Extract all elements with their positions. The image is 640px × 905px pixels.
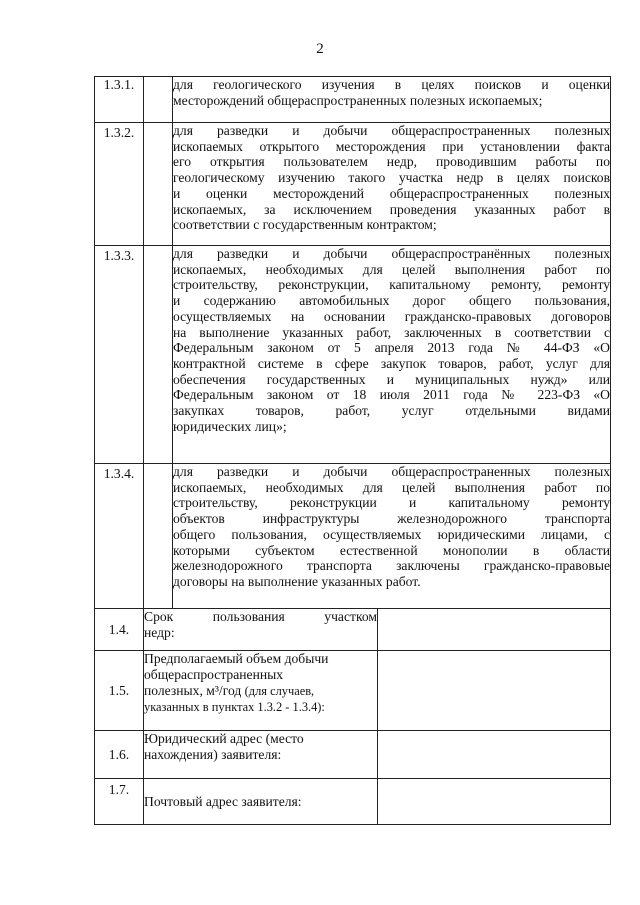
page-number: 2 (316, 41, 324, 57)
field-number: 1.7. (95, 779, 144, 825)
item-text-line: геологическому изучению такого участка недр в целях поисков (173, 170, 611, 186)
application-form-table (94, 76, 611, 825)
field-note-line: указанных в пунктах 1.3.2 - 1.3.4): (144, 700, 325, 714)
item-text-line: его открытия пользователем недр, проводившим работы по (173, 154, 611, 170)
field-row-1-4 (95, 609, 611, 651)
item-checkbox[interactable] (144, 246, 173, 464)
item-text-line: обеспечения государственных и муниципальных нужд» или (173, 371, 611, 387)
item-text-line: месторождений общераспространенных полезных ископаемых; (173, 92, 543, 108)
item-text-line: строительству, реконструкции, капитальному ремонту, ремонту (173, 277, 611, 293)
item-number: 1.3.3. (95, 246, 144, 464)
item-row-1-3-1 (95, 77, 611, 123)
item-text-line: ископаемых, за исключением проведения указанных работ в (173, 201, 611, 217)
item-text-line: ископаемых, необходимых для целей выполнения работ по (173, 261, 611, 277)
item-text-line: закупках товаров, работ, услуг отдельными видами (173, 403, 611, 419)
item-number: 1.3.2. (95, 123, 144, 246)
item-checkbox[interactable] (144, 77, 173, 123)
item-checkbox[interactable] (144, 464, 173, 609)
field-label (144, 779, 378, 825)
item-text-line: для разведки и добычи общераспространенных полезных (173, 123, 611, 138)
field-label-line: нахождения) заявителя: (144, 747, 282, 762)
field-label (144, 731, 378, 779)
item-row-1-3-2 (95, 123, 611, 246)
item-text-line: железнодорожного транспорта заключены гражданско-правовые (173, 558, 611, 574)
item-text-line: Федеральным законом от 18 июля 2011 года № 223-ФЗ «О (173, 387, 611, 403)
item-row-1-3-4 (95, 464, 611, 609)
field-row-1-5 (95, 651, 611, 731)
item-checkbox[interactable] (144, 123, 173, 246)
field-label-line: Предполагаемый объем добычи (144, 651, 329, 666)
field-value-input[interactable] (378, 651, 611, 731)
item-text (173, 123, 611, 246)
item-text-line: и оценки месторождений общераспространенных полезных (173, 185, 611, 201)
item-text-line: объектов инфраструктуры железнодорожного транспорта (173, 511, 611, 527)
field-label-line: Юридический адрес (место (144, 731, 304, 746)
item-text-line: для разведки и добычи общераспространённых полезных (173, 246, 611, 261)
item-text-line: на выполнение указанных работ, заключенных в соответствии с (173, 324, 611, 340)
item-text-line: строительству, реконструкции и капитальному ремонту (173, 495, 611, 511)
field-value-input[interactable] (378, 779, 611, 825)
item-text-line: ископаемых открытого месторождения при установлении факта (173, 138, 611, 154)
field-number: 1.4. (95, 609, 144, 651)
item-text (173, 246, 611, 464)
field-value-input[interactable] (378, 731, 611, 779)
field-label (144, 651, 378, 731)
item-text-line: Федеральным законом от 5 апреля 2013 года № 44-ФЗ «О (173, 340, 611, 356)
field-row-1-7 (95, 779, 611, 825)
item-number: 1.3.4. (95, 464, 144, 609)
field-label-line: Срок пользования участком (144, 609, 377, 624)
item-text-line: общего пользования, осуществляемых юридическими лицами, с (173, 526, 611, 542)
item-number: 1.3.1. (95, 77, 144, 123)
item-text-line: контрактной системе в сфере закупок товаров, работ, услуг для (173, 355, 611, 371)
item-text (173, 77, 611, 123)
field-label-line: полезных, м³/год (144, 683, 242, 698)
field-row-1-6 (95, 731, 611, 779)
field-label-line: Почтовый адрес заявителя: (144, 793, 302, 809)
item-text-line: которыми субъектом естественной монополии в области (173, 542, 611, 558)
item-row-1-3-3 (95, 246, 611, 464)
field-label (144, 609, 378, 651)
field-note-line: (для случаев, (244, 684, 315, 698)
field-label-line: недр: (144, 625, 175, 640)
item-text-line: ископаемых, необходимых для целей выполнения работ по (173, 479, 611, 495)
item-text-line: юридических лиц»; (173, 418, 287, 434)
field-label-line: общераспространенных (144, 667, 284, 682)
field-number: 1.5. (95, 651, 144, 731)
item-text-line: договоры на выполнение указанных работ. (173, 573, 421, 589)
field-number: 1.6. (95, 731, 144, 779)
item-text-line: для разведки и добычи общераспространенных полезных (173, 464, 611, 479)
field-value-input[interactable] (378, 609, 611, 651)
item-text-line: осуществляемых на основании гражданско-правовых договоров (173, 308, 611, 324)
item-text-line: и содержанию автомобильных дорог общего пользования, (173, 293, 611, 309)
item-text-line: для геологического изучения в целях поисков и оценки (173, 77, 611, 92)
item-text-line: соответствии с государственным контрактом; (173, 217, 437, 233)
item-text (173, 464, 611, 609)
